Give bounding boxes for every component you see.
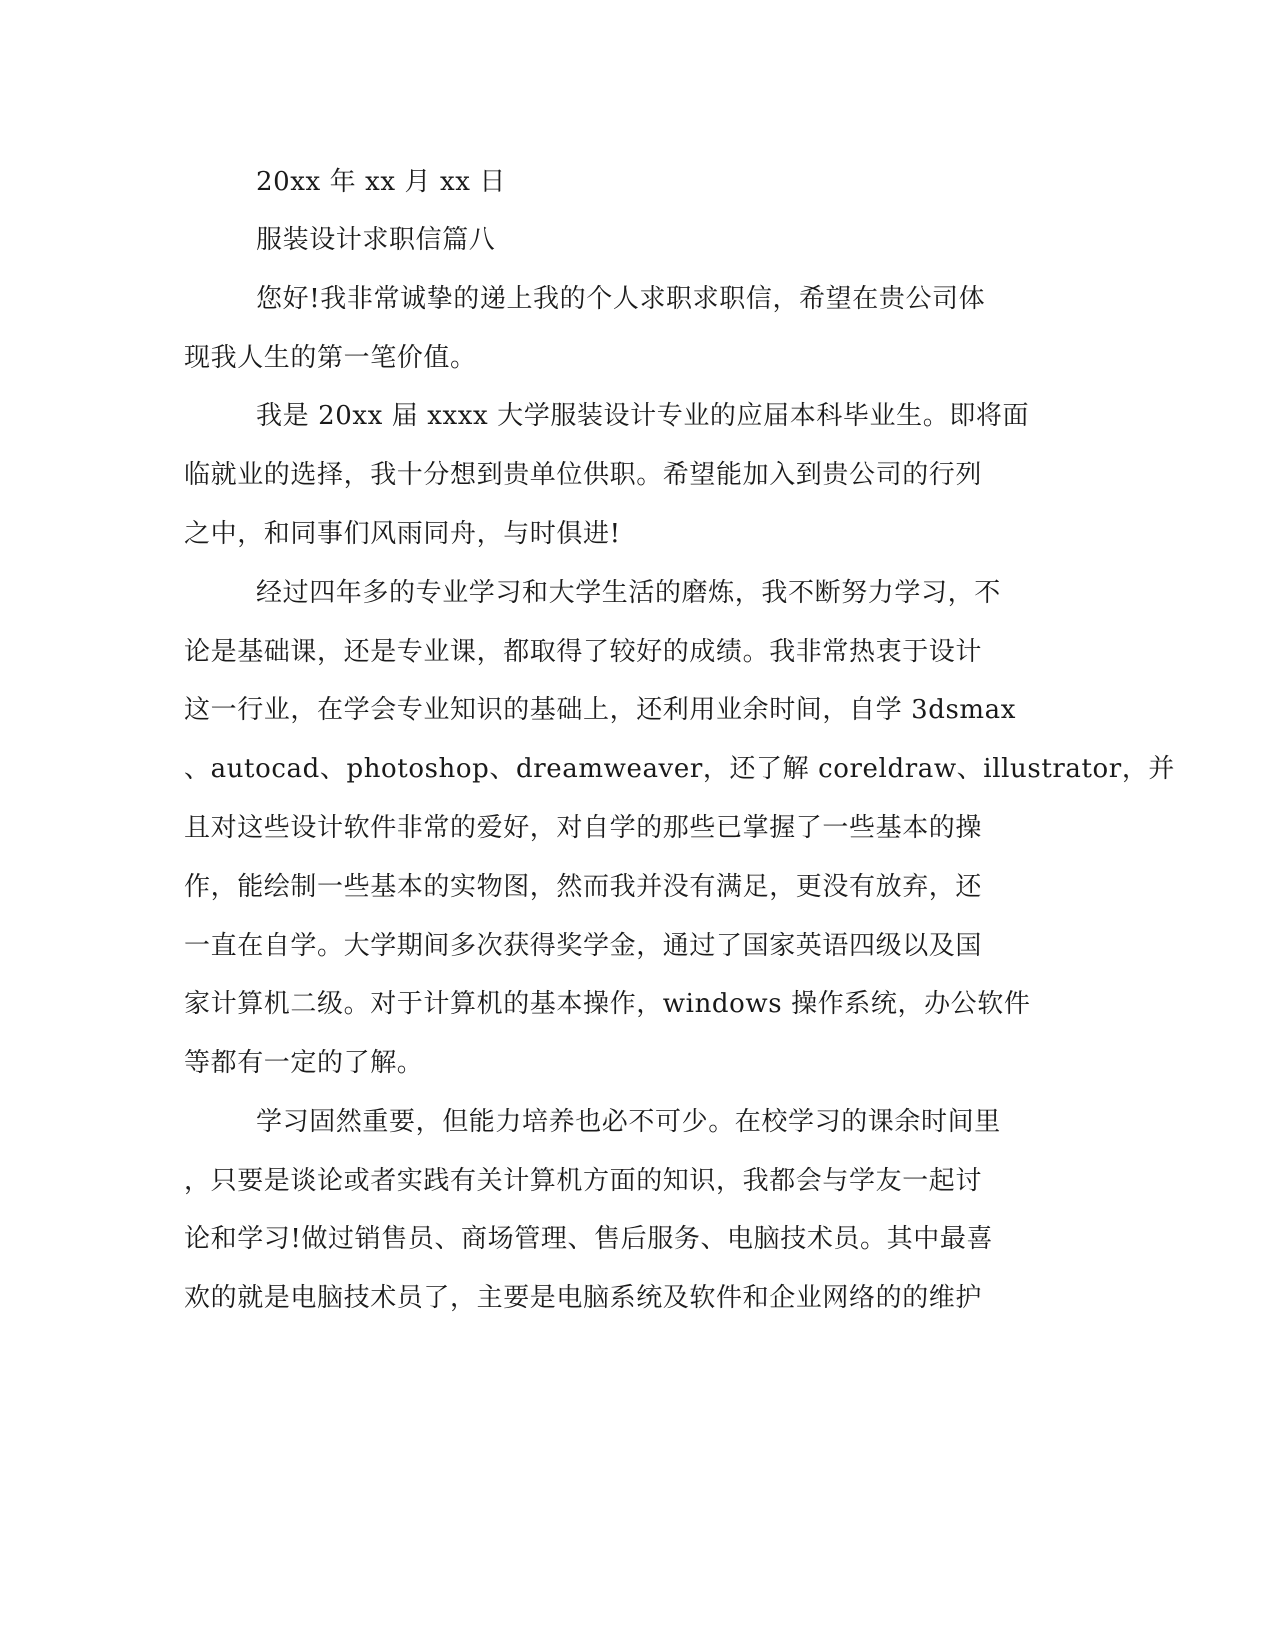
date-line: 20xx 年 xx 月 xx 日 — [256, 167, 506, 197]
body-line: 您好!我非常诚挚的递上我的个人求职求职信，希望在贵公司体 — [256, 284, 986, 314]
body-line: 作，能绘制一些基本的实物图，然而我并没有满足，更没有放弃，还 — [184, 872, 983, 902]
body-line: 家计算机二级。对于计算机的基本操作，windows 操作系统，办公软件 — [184, 989, 1031, 1019]
body-line: 临就业的选择，我十分想到贵单位供职。希望能加入到贵公司的行列 — [184, 460, 983, 490]
body-line: 经过四年多的专业学习和大学生活的磨炼，我不断努力学习，不 — [256, 578, 1001, 608]
body-line: 我是 20xx 届 xxxx 大学服装设计专业的应届本科毕业生。即将面 — [256, 401, 1030, 431]
body-line: 学习固然重要，但能力培养也必不可少。在校学习的课余时间里 — [256, 1107, 1001, 1137]
body-line: 一直在自学。大学期间多次获得奖学金，通过了国家英语四级以及国 — [184, 931, 983, 961]
body-line: 之中，和同事们风雨同舟，与时俱进! — [184, 519, 621, 549]
body-line: 等都有一定的了解。 — [184, 1048, 424, 1078]
body-line: 欢的就是电脑技术员了，主要是电脑系统及软件和企业网络的的维护 — [184, 1283, 983, 1313]
body-line: ，只要是谈论或者实践有关计算机方面的知识，我都会与学友一起讨 — [184, 1166, 983, 1196]
body-line: 现我人生的第一笔价值。 — [184, 343, 477, 373]
body-line: 论和学习!做过销售员、商场管理、售后服务、电脑技术员。其中最喜 — [184, 1224, 994, 1254]
body-line: 、autocad、photoshop、dreamweaver，还了解 coreldraw、illustrator，并 — [184, 754, 1176, 784]
body-line: 且对这些设计软件非常的爱好，对自学的那些已掌握了一些基本的操 — [184, 813, 983, 843]
body-line: 这一行业，在学会专业知识的基础上，还利用业余时间，自学 3dsmax — [184, 695, 1017, 725]
body-line: 论是基础课，还是专业课，都取得了较好的成绩。我非常热衷于设计 — [184, 637, 983, 667]
section-title: 服装设计求职信篇八 — [256, 225, 496, 255]
